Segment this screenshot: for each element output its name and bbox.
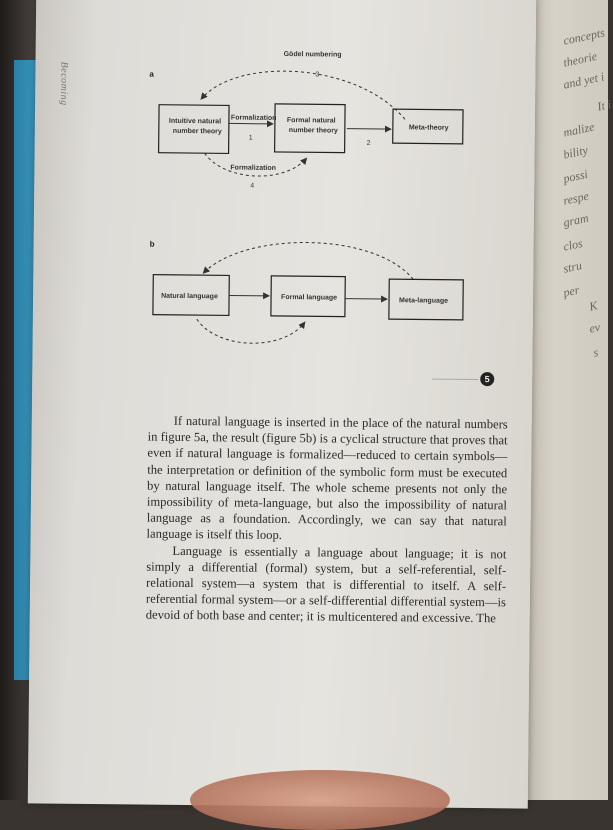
facing-page-text: per <box>562 283 581 301</box>
facing-page-text: It i <box>596 97 612 115</box>
godel-numbering-arrow <box>201 70 405 119</box>
figure-a-letter: a <box>149 70 154 79</box>
facing-page-text: malize <box>562 119 596 140</box>
box-label-meta-language: Meta-language <box>399 297 448 305</box>
loop-arrow-top <box>203 241 413 279</box>
figure-b-letter: b <box>150 240 155 249</box>
arrow-number-3: 3 <box>315 71 319 78</box>
facing-page-text: and yet i <box>562 69 606 92</box>
paragraph: If natural language is inserted in the place of the natural numbers in figure 5a, the result (figure 5b) is a cyclical structure that proves that even if natural language is formalized—reduced to certain symbols—the interpretation or definition of the symbolic form must be executed by natural language itself. The whole scheme presents not only the impossibility of meta-language, but also the impossibility of natural language as a foundation. Accordingly, we can say that natural language is itself this loop. <box>147 413 508 546</box>
facing-page-text: s <box>592 345 600 361</box>
facing-page-text: possi <box>562 167 589 187</box>
facing-page-text: theorie <box>562 49 598 71</box>
box-label-formal-language: Formal language <box>281 294 337 302</box>
arrow-number-2: 2 <box>367 140 371 147</box>
facing-page-text: bility <box>562 143 589 163</box>
box-label-intuitive-line2: number theory <box>173 128 222 136</box>
facing-page-text: ev <box>588 320 602 337</box>
book-page <box>28 0 536 809</box>
box-label-formal-line1: Formal natural <box>287 117 336 125</box>
godel-numbering-label: Gödel numbering <box>284 51 342 59</box>
paragraph: Language is essentially a language about language; it is not simply a differential (formal) system, but a self-referential, self-relational system—a system that is differential to itself. A self-referential formal system—or a self-differential differential system—is devoid of both base and center; it is multicentered and excessive. The <box>146 542 507 627</box>
arrow-number-1: 1 <box>249 135 253 142</box>
figure-diagram <box>32 0 536 397</box>
finger <box>190 770 450 830</box>
facing-page-text: respe <box>562 189 590 209</box>
loop-arrow-bottom <box>197 319 305 344</box>
facing-page-text: clos <box>562 236 584 255</box>
facing-page-text: K <box>588 298 599 314</box>
facing-page-text: concepts <box>562 25 606 48</box>
box-label-natural-language: Natural language <box>161 293 218 301</box>
box-label-intuitive-line1: Intuitive natural <box>169 118 221 126</box>
formalization-label-1: Formalization <box>231 114 277 121</box>
facing-page-text: gram <box>562 211 590 231</box>
body-text <box>146 413 508 627</box>
arrow-number-4: 4 <box>250 183 254 190</box>
facing-page-text: stru <box>562 258 583 277</box>
box-label-formal-line2: number theory <box>289 127 338 135</box>
page-number: 5 <box>480 372 494 386</box>
running-head: Becoming <box>58 62 69 106</box>
formalization-label-4: Formalization <box>230 164 276 171</box>
box-label-meta-theory: Meta-theory <box>409 124 449 131</box>
